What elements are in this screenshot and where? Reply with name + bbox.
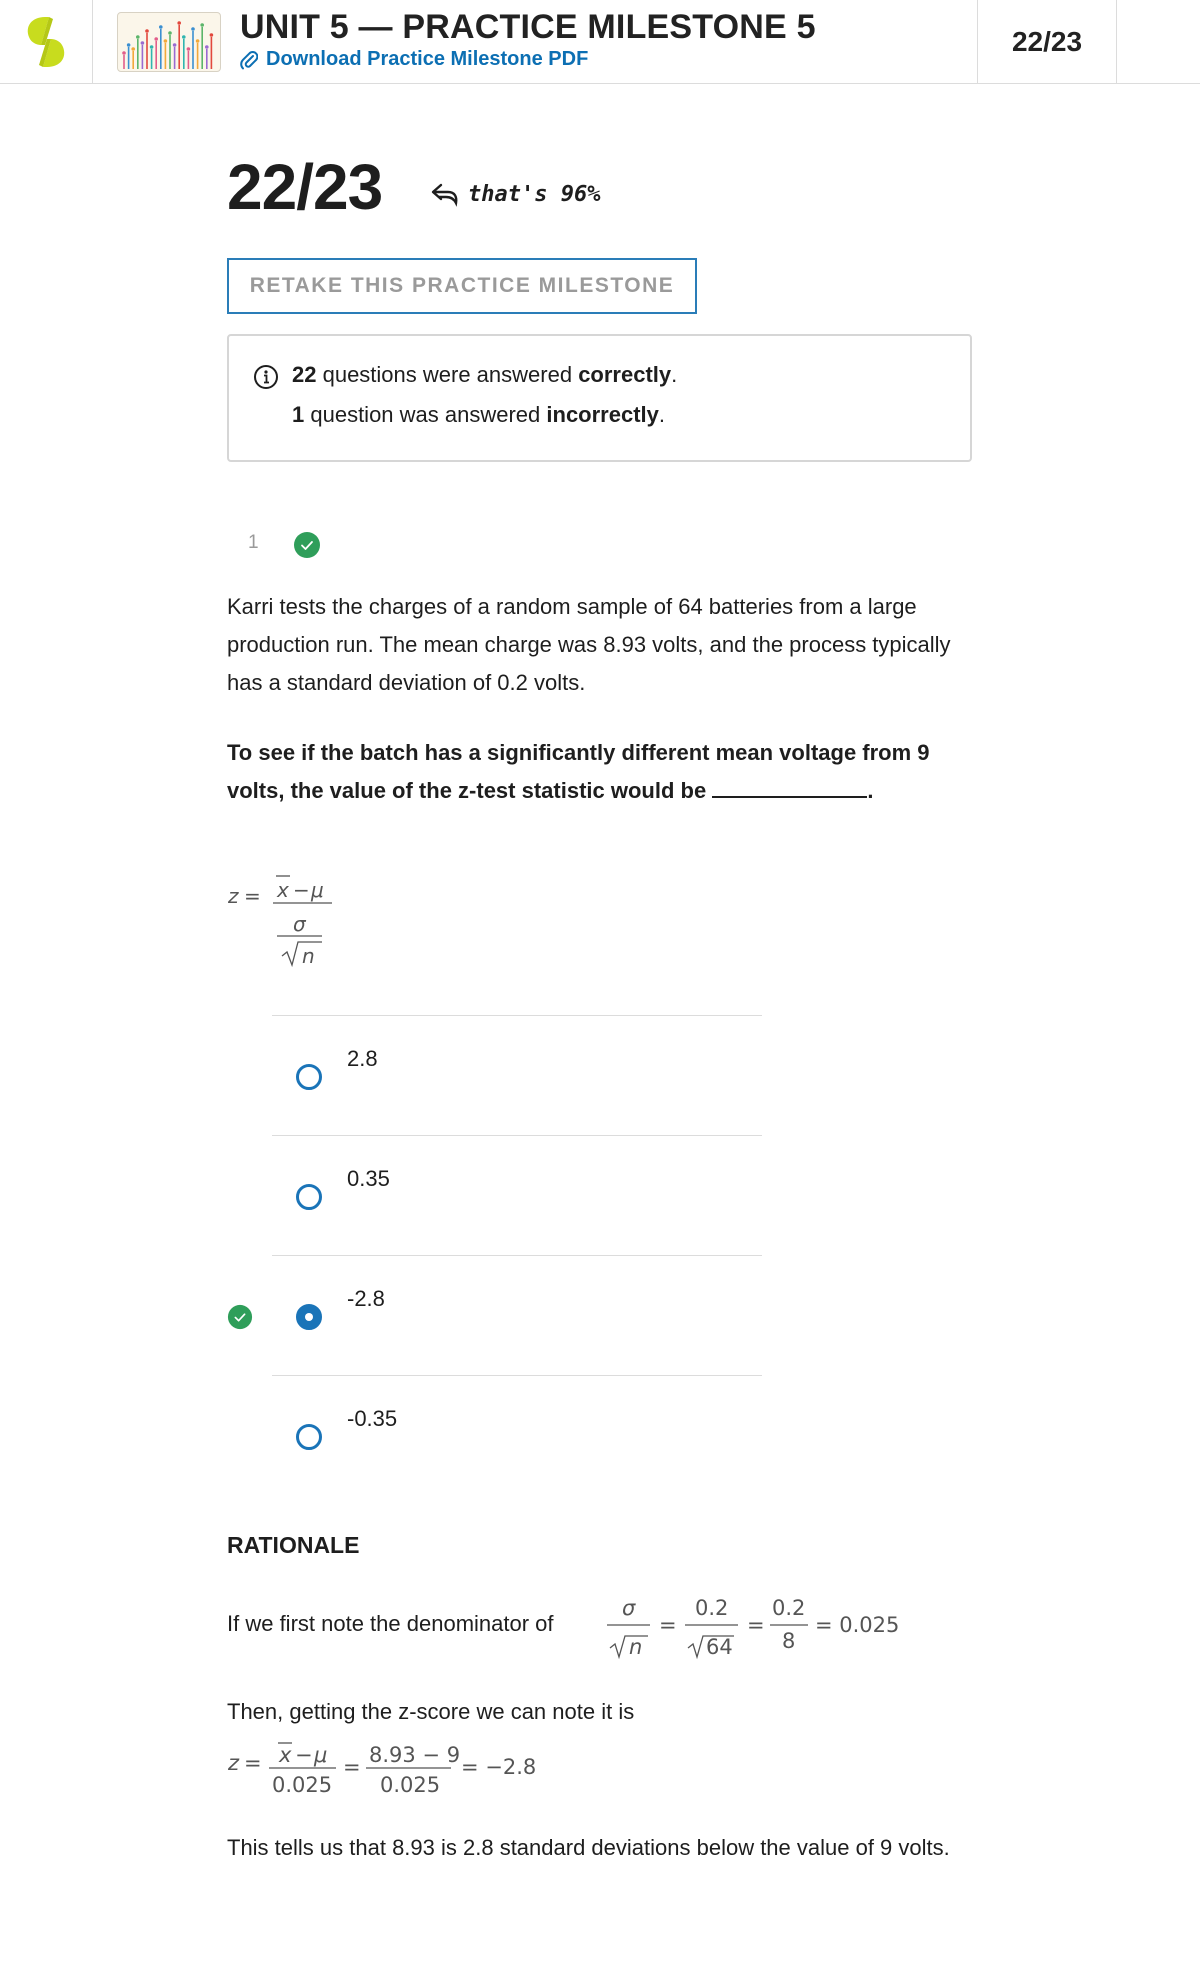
- svg-text:8.93 − 9: 8.93 − 9: [369, 1743, 461, 1767]
- svg-text:=: =: [747, 1613, 765, 1637]
- correct-check-icon: [293, 531, 321, 559]
- rationale-title: RATIONALE: [227, 1532, 360, 1558]
- svg-text:8: 8: [782, 1629, 796, 1653]
- question-text: Karri tests the charges of a random sample of 64 batteries from a large production run. The mean charge was 8.93 volts, and the process typically has a standard deviation of 0.2 volts.: [227, 594, 951, 695]
- rationale-line-1: If we first note the denominator of: [227, 1611, 554, 1636]
- svg-text:0.2: 0.2: [772, 1596, 806, 1620]
- results-info-box: [227, 334, 972, 462]
- correct-word: correctly: [578, 362, 672, 387]
- milestone-thumbnail: [117, 12, 221, 72]
- z-formula: [225, 864, 345, 974]
- incorrect-summary: 1 question was answered incorrectly.: [292, 402, 666, 427]
- rationale-conclusion: This tells us that 8.93 is 2.8 standard deviations below the value of 9 volts.: [227, 1835, 950, 1860]
- answer-radio[interactable]: [296, 1064, 322, 1090]
- svg-text:= 0.025: = 0.025: [815, 1613, 900, 1637]
- svg-text:= −2.8: = −2.8: [461, 1755, 537, 1779]
- svg-text:=: =: [244, 1751, 262, 1775]
- svg-text:=: =: [244, 884, 261, 908]
- svg-text:n: n: [629, 1635, 643, 1659]
- svg-text:−: −: [295, 1743, 313, 1767]
- answer-option[interactable]: [272, 1135, 762, 1255]
- top-bar: [0, 0, 1200, 84]
- svg-text:0.025: 0.025: [380, 1773, 441, 1797]
- svg-text:x: x: [279, 1743, 292, 1767]
- download-pdf-label[interactable]: Download Practice Milestone PDF: [266, 48, 589, 70]
- question-prompt: To see if the batch has a significantly different mean voltage from 9 volts, the value of the z-test statistic would be .: [227, 740, 930, 803]
- download-pdf-link[interactable]: [240, 48, 588, 71]
- denominator-equation: [602, 1588, 912, 1668]
- svg-text:μ: μ: [311, 878, 324, 902]
- unit-title: UNIT 5 — PRACTICE MILESTONE 5: [240, 8, 816, 46]
- correct-count: 22: [292, 362, 317, 387]
- z-score-equation: [225, 1730, 555, 1800]
- info-icon: [253, 364, 279, 390]
- incorrect-word: incorrectly: [546, 402, 659, 427]
- question-number: 1: [248, 532, 259, 553]
- percent-note-text: that's 96%: [468, 181, 601, 207]
- bar-art-thumbnail: [118, 13, 221, 72]
- score-display: 22/23: [227, 151, 383, 223]
- answer-option[interactable]: [272, 1255, 762, 1375]
- answer-label: 0.35: [347, 1166, 390, 1191]
- percent-note: [430, 181, 600, 207]
- svg-text:σ: σ: [622, 1596, 636, 1620]
- svg-text:z: z: [228, 884, 239, 908]
- answer-label: -2.8: [347, 1286, 385, 1311]
- answer-radio[interactable]: [296, 1304, 322, 1330]
- svg-text:z: z: [228, 1751, 240, 1775]
- svg-text:=: =: [659, 1613, 677, 1637]
- svg-text:μ: μ: [314, 1743, 328, 1767]
- answer-label: 2.8: [347, 1046, 378, 1071]
- answer-options: [272, 1015, 762, 1495]
- sophia-logo-icon: [23, 15, 69, 69]
- answer-radio[interactable]: [296, 1184, 322, 1210]
- incorrect-count: 1: [292, 402, 305, 427]
- svg-text:σ: σ: [293, 912, 306, 936]
- retake-button[interactable]: RETAKE THIS PRACTICE MILESTONE: [227, 258, 697, 314]
- logo-cell[interactable]: [0, 0, 93, 84]
- header-score: 22/23: [977, 0, 1117, 84]
- curved-arrow-icon: [430, 181, 460, 207]
- svg-text:x: x: [277, 878, 289, 902]
- answer-label: -0.35: [347, 1406, 398, 1431]
- svg-text:64: 64: [706, 1635, 733, 1659]
- svg-text:0.2: 0.2: [695, 1596, 729, 1620]
- svg-text:−: −: [293, 878, 310, 902]
- correct-answer-check-icon: [227, 1304, 253, 1330]
- rationale-line-2: Then, getting the z-score we can note it is: [227, 1699, 635, 1724]
- answer-option[interactable]: [272, 1015, 762, 1135]
- answer-blank: [712, 776, 867, 798]
- paperclip-icon: [240, 50, 258, 70]
- svg-text:0.025: 0.025: [272, 1773, 333, 1797]
- answer-radio[interactable]: [296, 1424, 322, 1450]
- svg-text:=: =: [343, 1755, 361, 1779]
- answer-option[interactable]: [272, 1375, 762, 1495]
- svg-text:n: n: [302, 944, 315, 968]
- correct-summary: 22 questions were answered correctly.: [292, 362, 678, 387]
